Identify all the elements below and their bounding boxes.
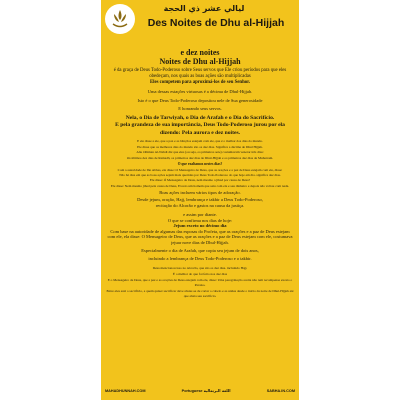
answer-1: Com a autoridade de Ibn Abbas, ele disse: O Mensageiro de Deus, que as orações e a paz de Deus estejam com ele, disse: [117,167,283,172]
footer-language [182,388,231,393]
arabic-title: ليالي عشر ذي الحجة [163,4,245,13]
answer-4: Ele disse: Nem mesmo jihad pela causa de Deus, Exceto um homem que saiu com ele e seu dinheiro e depois não voltou com nada. [110,183,290,188]
page-title: Des Noites de Dhu al-Hijjah [147,17,285,29]
highlight-2: E pela grandeza de sua importância, Deus Todo-Poderoso jurou por ela dizendo: Pela aurora e dez noites. [115,122,285,136]
footer-language-ar: اللغة البرتغالية [203,388,231,393]
paragraph-5: Desde jejum, oração, Hajj, lembrança e takbir a Deus Todo-Poderoso, [137,196,263,202]
footer-language-pt: Portuguese [181,389,203,393]
paragraph-3: E honrando seus servos. [178,106,222,112]
closing-3: E o Mensageiro de Deus, que a paz e as orações de Deus estejam com ele, disse: Uma peregrinação aceita não tem recompensa exceto o Paraíso. [107,278,293,287]
poster-header [101,0,299,46]
paragraph-6: recitação do Alcorão e gastos na causa da justiça. [155,203,245,209]
fasting-answer-1: Jejum exceto no décimo dia [173,223,227,229]
paragraph-4: Boas ações incluem vários tipos de adoração. [159,190,241,196]
footer-site-left: MAHADHUNNAH.COM [105,388,146,393]
small-text-4: Os últimos dez dias de Ramadã, os primeiros dez dias de Dhul-Hijjah e os primeiros dez dias de Muharram. [126,155,274,160]
paragraph-8: incluindo a lembrança de Deus Todo-Poderoso e o takbir. [148,256,252,262]
closing-1: Deus mencionou isso no Alcorão, que são os dez dias. incluindo Hajj. [152,265,248,270]
highlight-1: Nela, o Dia de Tarwiyah, o Dia de Arafah e o Dia do Sacrifício. [125,114,275,121]
fasting-heading: e assim por diante. [183,211,217,217]
subtitle-2: Noites de Dhu al-Hijjah [159,57,241,66]
poster-footer [101,385,299,396]
small-text-1: E ele disse a ele, que a paz e as bênçãos estejam com ele, que é o melhor dos dias do mundo. [137,139,263,143]
answer-3: Ele disse: Ó Mensageiro de Deus, nem mesmo a jihad por causa de Deus? [149,178,251,183]
intro-text: é da graça de Deus Todo-Poderoso sobre Seus servos que Ele criou períodos para que eles obedeçam, nos quais as boas ações são multiplicadas [113,68,287,79]
footer-site-right: SABHA.IN.COM [266,388,295,393]
paragraph-2: Isto é o que Deus Todo-Poderoso depositou nele de Sua generosidade [137,97,263,103]
closing-2: É o melhor do que foi feito nos dez dias [172,272,228,277]
small-text-3: Abu Othman Al-Nahdi diz que eles (ou seja, os primeiros sete) costumavam venerar três dias: [136,150,264,154]
subtitle-1: e dez noites [180,48,220,57]
intro-bold: Eles competem para aproximá-los de seu Senhor. [149,80,251,85]
question-1: O que exaltamos nestes dias? [177,162,223,166]
poster [101,0,299,400]
closing-4: Entre eles está o sacrifício, e quem quiser sacrificar deve abster-se de cortar o cabelo e as unhas desde o início da noite de Dhul-Hijjah até que abata seu sacrifício. [106,289,294,298]
fasting-answer-2: Com base na autoridade de algumas das esposas do Profeta, que as orações e a paz de Deus estejam com ele, ela disse: O Mensageiro de Deus, que as orações e a paz de Deus estejam com ele, costumava jejuar nove dias de Dhul-Hijjah. [107,228,293,245]
small-text-2: Ele disse que os melhores dias do mundo são os dez dias. Significa a décima de Dhul Hijjah. [137,144,263,149]
paragraph-7: Especialmente o dia de Arafah, que copia seu jejum de dois anos, [141,248,259,254]
site-logo-icon [105,4,135,34]
poster-body [101,48,299,298]
paragraph-1: Uma dessas estações virtuosas é a décima de Dhul-Hijjah. [147,89,253,94]
fasting-question: O que se confirma nos dias de hoje: [167,217,233,223]
answer-2: Não há dias em que as boas ações sejam mais queridas por Deus Todo-Poderoso do que hoje em dia. significa dez dias. [119,172,281,177]
